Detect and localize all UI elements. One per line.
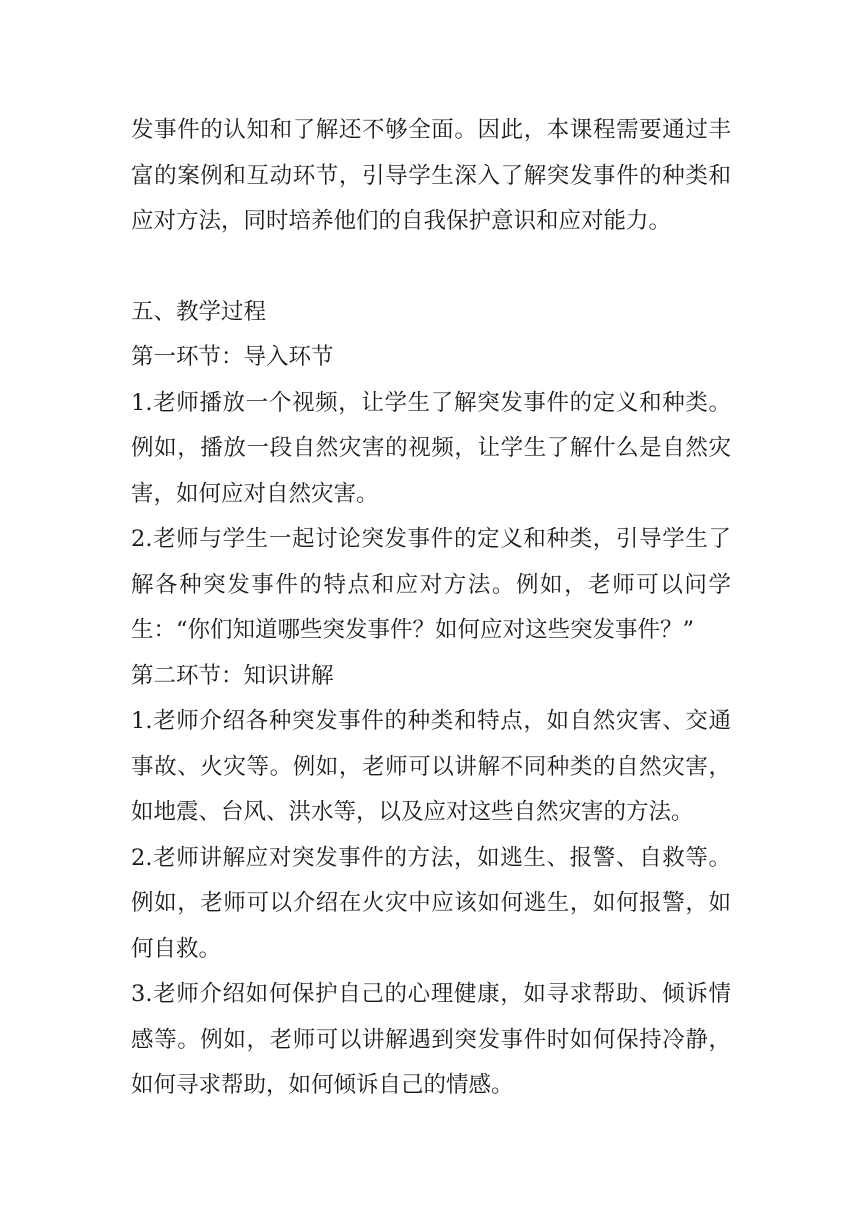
stage1-item-2: 2.老师与学生一起讨论突发事件的定义和种类，引导学生了解各种突发事件的特点和应对方法。例如，老师可以问学生：“你们知道哪些突发事件？如何应对这些突发事件？”: [131, 526, 731, 643]
stage2-item-2: 2.老师讲解应对突发事件的方法，如逃生、报警、自救等。例如，老师可以介绍在火灾中应该如何逃生，如何报警，如何自救。: [131, 844, 731, 962]
section-title: 五、教学过程: [131, 298, 267, 325]
stage2-item-1: 1.老师介绍各种突发事件的种类和特点，如自然灾害、交通事故、火灾等。例如，老师可以讲解不同种类的自然灾害，如地震、台风、洪水等，以及应对这些自然灾害的方法。: [131, 708, 731, 825]
section-spacer: [131, 245, 731, 290]
document-page: [131, 108, 731, 1109]
stage2-title: 第二环节：知识讲解: [131, 662, 334, 689]
stage1-item-1: 1.老师播放一个视频，让学生了解突发事件的定义和种类。例如，播放一段自然灾害的视频，让学生了解什么是自然灾害，如何应对自然灾害。: [131, 389, 731, 507]
stage1-title: 第一环节：导入环节: [131, 344, 334, 370]
stage2-item-3: 3.老师介绍如何保护自己的心理健康，如寻求帮助、倾诉情感等。例如，老师可以讲解遇到突发事件时如何保持冷静，如何寻求帮助，如何倾诉自己的情感。: [131, 981, 731, 1098]
intro-paragraph: 发事件的认知和了解还不够全面。因此，本课程需要通过丰富的案例和互动环节，引导学生深入了解突发事件的种类和应对方法，同时培养他们的自我保护意识和应对能力。: [131, 117, 731, 234]
